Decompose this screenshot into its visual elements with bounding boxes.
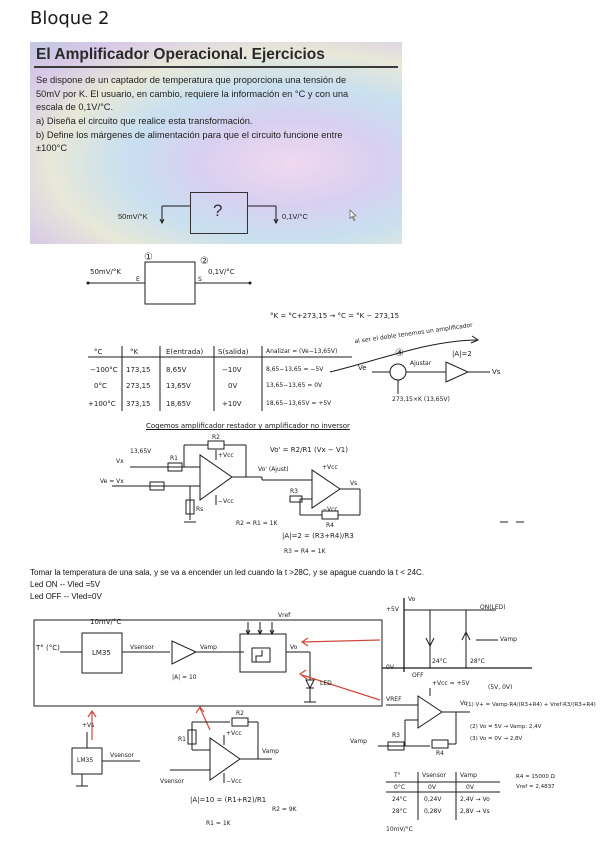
vsensor-label: Vsensor (130, 644, 154, 651)
vt-footnote: 10mV/°C (386, 826, 413, 833)
table-header: Analizar = (Ve−13,65V) (266, 348, 338, 355)
hyst-5v-label: +5V (386, 606, 399, 613)
gain-amp-block (172, 641, 196, 664)
table-cell: −10V (222, 366, 242, 374)
table-cell: 8,65V (166, 366, 187, 374)
table-header: E(entrada) (166, 348, 204, 356)
table-cell: 273,15 (126, 382, 151, 390)
table-cell: 18,65−13,65V = +5V (266, 400, 332, 407)
amp-r1-value: R1 = 1K (206, 820, 231, 827)
input-marker: ① (144, 252, 153, 263)
noninv-gain: |A|=2 = (R3+R4)/R3 (282, 532, 354, 540)
vs-label: Vs (492, 368, 501, 376)
noninverting-amp-bottom (210, 738, 240, 780)
vo-block-label: Vo (290, 644, 298, 651)
summing-junction (390, 364, 406, 380)
formula-2: (2) Vo = 5V → Vamp: 2,4V (470, 724, 542, 730)
page-title: Bloque 2 (30, 8, 110, 29)
e-label: E (136, 276, 140, 283)
s-label: S (198, 276, 202, 283)
formula-1: (1) V+ = Vamp·R4/(R3+R4) + Vref·R3/(R3+R4) (466, 702, 596, 708)
led-on-label: Led ON -- Vled =5V (30, 580, 101, 589)
circuits-heading: Cogemos amplificador restador y amplificador no inversor (146, 422, 350, 430)
subtractor-opamp (200, 455, 232, 500)
vt-cell: 2,4V → Vo (460, 796, 490, 803)
vamp-label: Vamp (200, 644, 217, 651)
r2-label: R2 (212, 434, 220, 441)
r3-label: R3 (290, 488, 298, 495)
slide-list-item-b-cont: ±100°C (36, 143, 68, 153)
vt-cell: 28°C (392, 808, 407, 815)
amp-minus-label: −Vcc (226, 778, 242, 785)
vref-block-label: Vref (278, 612, 291, 619)
vt-cell: 2,8V → Vs (460, 808, 490, 815)
table-cell: 0V (228, 382, 238, 390)
comp-vcc-label: +Vcc = +5V (432, 680, 470, 687)
slide-paragraph-line: 50mV por K. El usuario, en cambio, requiere la información en °C y con una (36, 88, 349, 99)
amp-marker: ④ (395, 348, 404, 359)
slide-diagram-question: ? (213, 201, 223, 220)
hyst-0v-label: 0V (386, 664, 394, 671)
slide-diagram-input: 50mV/°K (118, 212, 148, 221)
vt-cell: 0,28V (424, 808, 442, 815)
table-header: °K (130, 348, 139, 356)
table-cell: 173,15 (126, 366, 151, 374)
hyst-28-label: 28°C (470, 658, 485, 665)
sensor-out-label: Vsensor (110, 752, 134, 759)
slide-title: El Amplificador Operacional. Ejercicios (36, 46, 325, 63)
amp-r2-value: R2 = 9K (272, 806, 297, 813)
amp-out-label: Vamp (262, 748, 279, 755)
led-label: LED (320, 680, 332, 687)
slide-list-item-a: a) Diseña el circuito que realice esta transformación. (36, 116, 253, 126)
lm35-label: LM35 (92, 649, 111, 657)
table-cell: 0°C (94, 382, 107, 390)
vt-cell: 0°C (394, 784, 406, 791)
vx-label: Vx (116, 458, 124, 465)
noninv-minus: −Vcc (322, 506, 338, 513)
plus-vcc-label: +Vcc (218, 452, 234, 459)
table-cell: 13,65−13,65 = 0V (266, 382, 323, 389)
hyst-on-label: ON(LED) (480, 604, 506, 611)
output-scale-label: 0,1V/°C (208, 268, 235, 276)
curve-note: al ser el doble tenemos un amplificador (354, 321, 474, 346)
vt-cell: 0V (466, 784, 474, 791)
table-cell: 13,65V (166, 382, 191, 390)
table-header: S(salida) (218, 348, 249, 356)
comp-vref-label: VREF (386, 696, 402, 703)
comp-vamp-label: Vamp (350, 738, 367, 745)
ve-label: Ve (358, 364, 367, 372)
amp-plus-label: +Vcc (226, 730, 242, 737)
sensor-name-label: LM35 (77, 757, 94, 764)
gain-label: |A|=2 (452, 350, 472, 358)
vs-noninv-label: Vs (350, 480, 358, 487)
led-diode (306, 680, 314, 688)
formula-3: (3) Vo = 0V → 2,8V (470, 736, 523, 742)
table-cell: 8,65−13,65 = −5V (266, 366, 324, 373)
formula-4: R4 = 15000 Ω (516, 774, 555, 780)
formula-5: Vref = 2,4837 (516, 784, 555, 790)
comp-vo-label: Vo (460, 700, 468, 707)
restador-equation: Vo' = R2/R1 (Vx − V1) (270, 446, 348, 454)
gain-amp-triangle (446, 362, 468, 382)
sensor-vs-label: +Vs (82, 722, 95, 729)
slide-list-item-b: b) Define los márgenes de alimentación para que el circuito funcione entre (36, 129, 343, 140)
comp-sat-label: (5V, 0V) (488, 684, 513, 691)
r1-label: R1 (170, 455, 178, 462)
comp-r3-label: R3 (392, 732, 400, 739)
output-marker: ② (200, 256, 209, 267)
amp-r2-label: R2 (236, 710, 244, 717)
hyst-vo-label: Vo (408, 596, 416, 603)
input-scale-label: 50mV/°K (90, 268, 121, 276)
slide-paragraph-line: escala de 0,1V/°C. (36, 102, 114, 112)
vt-cell: 0V (428, 784, 436, 791)
hyst-24-label: 24°C (432, 658, 447, 665)
slide-paragraph-line: Se dispone de un captador de temperatura que proporciona una tensión de (36, 75, 347, 85)
slide-diagram-output: 0,1V/°C (282, 212, 308, 221)
kelvin-formula: °K = °C+273,15 → °C = °K − 273,15 (270, 312, 400, 320)
r-eq-label: R2 = R1 = 1K (236, 520, 278, 527)
gain-block-label: |A| = 10 (172, 674, 197, 681)
led-off-label: Led OFF -- Vled=0V (30, 592, 102, 601)
amp-in-label: Vsensor (160, 778, 184, 785)
rs-label: Rs (196, 506, 204, 513)
table-cell: +100°C (88, 400, 116, 408)
table-cell: 18,65V (166, 400, 191, 408)
table-cell: +10V (222, 400, 242, 408)
vo-ajust-label: Vo' (Ajust) (258, 466, 289, 473)
vt-cell: 0,24V (424, 796, 442, 803)
v1-label: 13,65V (130, 448, 152, 455)
hysteresis-graph (382, 598, 532, 672)
red-annotation-arrows (88, 638, 380, 740)
transform-box (145, 262, 195, 304)
comparator-opamp (418, 696, 442, 728)
comparator-block (240, 634, 286, 672)
r4-label: R4 (326, 522, 334, 529)
hyst-off-label: OFF (412, 672, 424, 679)
vt-header: Vamp (460, 772, 477, 779)
table-cell: −100°C (90, 366, 118, 374)
comp-r4-label: R4 (436, 750, 444, 757)
adder-label: Ajustar (410, 360, 432, 367)
noninverting-opamp (312, 470, 340, 508)
noninv-plus: +Vcc (322, 464, 338, 471)
problem2-statement: Tomar la temperatura de una sala, y se va a encender un led cuando la t >28C, y se apague cuando la t < 24C. (30, 568, 425, 577)
noninv-r-eq: R3 = R4 = 1K (284, 548, 326, 555)
temperature-input-label: T° (°C) (36, 644, 60, 652)
offset-label: 273,15×K (13,65V) (392, 396, 450, 403)
ve-vx-label: Ve = Vx (100, 478, 124, 485)
vt-header: T° (394, 772, 401, 779)
table-header: °C (94, 348, 103, 356)
amp-gain-label: |A|=10 = (R1+R2)/R1 (190, 796, 267, 804)
hyst-vamp-label: Vamp (500, 636, 517, 643)
amp-r1-label: R1 (178, 736, 186, 743)
vt-header: Vsensor (422, 772, 446, 779)
table-cell: 373,15 (126, 400, 151, 408)
scale-label: 10mV/°C (90, 618, 122, 626)
vt-cell: 24°C (392, 796, 407, 803)
minus-vcc-label: −Vcc (218, 498, 234, 505)
